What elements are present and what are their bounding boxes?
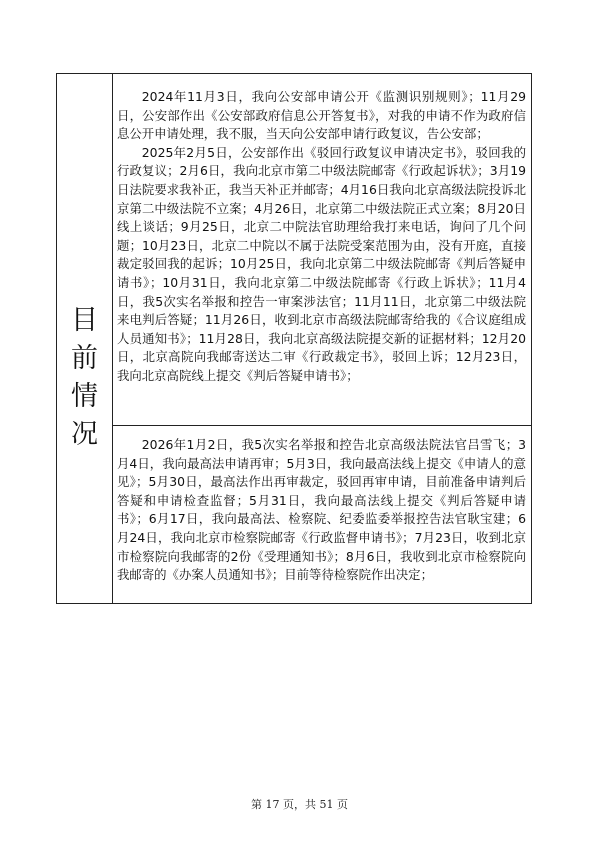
section-label: 目前情况 [71,304,98,450]
paragraph-2024: 2024年11月3日，我向公安部申请公开《监测识别规则》；11月29日，公安部作出《公安部政府信息公开答复书》，对我的申请不作为政府信息公开申请处理，我不服，当天向公安部申请行政复议，告公安部； [117,89,526,142]
content-cell [113,74,531,603]
paragraph-2025: 2025年2月5日，公安部作出《驳回行政复议申请决定书》，驳回我的行政复议；2月6日，我向北京市第二中级法院邮寄《行政起诉状》；3月19日法院要求我补正，我当天补正并邮寄；4月16日我向北京高级法院投诉北京第二中级法院不立案；4月26日，北京第二中级法院正式立案；8月20日线上谈话；9月25日，北京二中院法官助理给我打来电话，询问了几个问题；10月23日，北京二中院以不属于法院受案范围为由，没有开庭，直接裁定驳回我的起诉；10月25日，我向北京第二中级法院邮寄《判后答疑申请书》；10月31日，我向北京第二中级法院邮寄《行政上诉状》；11月4日，我5次实名举报和控告一审案涉法官；11月11日，北京第二中级法院来电判后答疑；11月26日，收到北京市高级法院邮寄给我的《合议庭组成人员通知书》；11月28日，我向北京高级法院提交新的证据材料；12月20日，北京高院向我邮寄送达二审《行政裁定书》，驳回上诉；12月23日，我向北京高院线上提交《判后答疑申请书》； [117,144,526,383]
paragraph-2026: 2026年1月2日，我5次实名举报和控告北京高级法院法官吕雪飞；3月4日，我向最高法申请再审；5月3日，我向最高法线上提交《申请人的意见》；5月30日，最高法作出再审裁定，驳回再审申请，目前准备申请判后答疑和申请检查监督；5月31日，我向最高法线上提交《判后答疑申请书》；6月17日，我向最高法、检察院、纪委监委举报控告法官耿宝建；6月24日，我向北京市检察院邮寄《行政监督申请书》；7月23日，收到北京市检察院向我邮寄的2份《受理通知书》；8月6日，我收到北京市检察院向我邮寄的《办案人员通知书》；目前等待检察院作出决定； [117,437,526,583]
status-table [56,73,532,604]
timeline-block-2024-2025 [113,74,531,426]
section-label-cell [57,74,113,603]
page-footer: 第 17 页，共 51 页 [251,798,348,811]
timeline-block-2026 [113,426,531,603]
